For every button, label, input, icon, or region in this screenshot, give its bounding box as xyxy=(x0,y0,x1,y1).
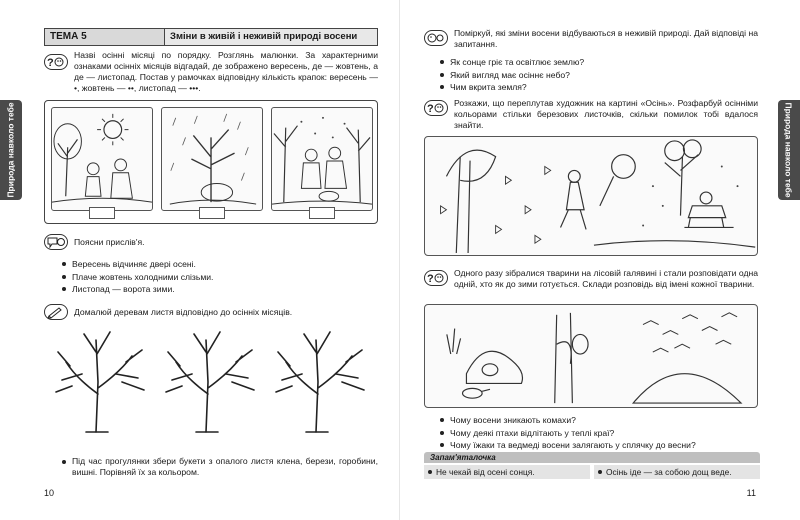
list-item: Чому деякі птахи відлітають у теплі краї? xyxy=(440,427,760,440)
autumn-painting-picture xyxy=(424,136,758,256)
section-tab xyxy=(778,100,800,200)
september-picture xyxy=(51,107,153,211)
task-1-right-text: Поміркуй, які зміни восени відбуваються в неживій природі. Дай відповіді на запитання. xyxy=(454,28,758,49)
memo-item: Не чекай від осені сонця. xyxy=(424,465,590,479)
list-item: Як сонце гріє та освітлює землю? xyxy=(440,56,740,69)
pencil-task-icon xyxy=(44,304,68,320)
list-item: Чому восени зникають комахи? xyxy=(440,414,760,427)
task-4-list xyxy=(62,456,378,478)
topic-number: ТЕМА 5 xyxy=(45,29,165,45)
task-3-text: Домалюй деревам листя відповідно до осінніх місяців. xyxy=(74,307,293,317)
bare-tree xyxy=(166,332,254,432)
bare-tree xyxy=(56,332,144,432)
svg-text:?: ? xyxy=(47,57,54,69)
topic-title: Зміни в живій і неживій природі восени xyxy=(165,29,377,45)
list-item: Вересень відчиняє двері осені. xyxy=(62,258,362,271)
list-item: Який вигляд має осіннє небо? xyxy=(440,69,740,82)
months-pictures-frame xyxy=(44,100,378,224)
section-tab xyxy=(0,100,22,200)
bare-tree xyxy=(276,332,364,432)
right-page xyxy=(400,0,800,520)
page-number-right: 11 xyxy=(746,488,756,498)
memo-item: Осінь іде — за собою дощ веде. xyxy=(594,465,760,479)
september-dot-box[interactable] xyxy=(89,207,115,219)
october-dot-box[interactable] xyxy=(199,207,225,219)
think-task-icon xyxy=(424,30,448,46)
october-picture xyxy=(161,107,263,211)
speech-task-icon xyxy=(44,234,68,250)
animals-questions-list xyxy=(440,414,760,452)
memo-title: Запам'яталочка xyxy=(424,452,760,463)
task-3-right-text: Одного разу зібралися тварини на лісовій галявині і стали розповідати одна одній, хто як до зими готується. Склади розповідь від імені кожної тварини. xyxy=(454,268,758,289)
list-item: Чому їжаки та ведмеді восени залягають у сплячку до весни? xyxy=(440,439,760,452)
inanimate-questions-list xyxy=(440,56,740,94)
list-item: Плаче жовтень холодними слізьми. xyxy=(62,271,362,284)
section-tab-label: Природа навколо тебе xyxy=(784,102,794,198)
section-tab-label: Природа навколо тебе xyxy=(6,102,16,198)
question-task-icon xyxy=(44,54,68,70)
list-item: Чим вкрита земля? xyxy=(440,81,740,94)
page-number-left: 10 xyxy=(44,488,55,498)
topic-header xyxy=(44,28,378,46)
svg-text:?: ? xyxy=(427,273,434,285)
task-2-right-text: Розкажи, що переплутав художник на картині «Осінь». Розфарбуй осінніми кольорами стільки березових листочків, скільки помилок тобі вдалося знайти. xyxy=(454,98,758,130)
proverbs-list xyxy=(62,258,362,296)
memo-box xyxy=(424,452,760,482)
question-task-icon xyxy=(424,270,448,286)
question-task-icon xyxy=(424,100,448,116)
list-item: Листопад — ворота зими. xyxy=(62,283,362,296)
task-2-text: Поясни прислів'я. xyxy=(74,237,145,247)
bare-trees xyxy=(44,322,378,434)
november-picture xyxy=(271,107,373,211)
svg-text:?: ? xyxy=(427,103,434,115)
task-4-text: Під час прогулянки збери букети з опалого листя клена, берези, горобини, вишні. Порівняй їх за кольором. xyxy=(62,456,378,478)
task-1-text: Назві осінні місяці по порядку. Розглянь малюнки. За характерними ознаками осінніх місяців відгадай, де зображено вересень, де — жовтень, а де — листопад. Постав у рамочках відповідну кількість крапок: вересень — •, жовтень — ••, листопад — •••. xyxy=(74,50,378,93)
animals-meadow-picture xyxy=(424,304,758,408)
november-dot-box[interactable] xyxy=(309,207,335,219)
